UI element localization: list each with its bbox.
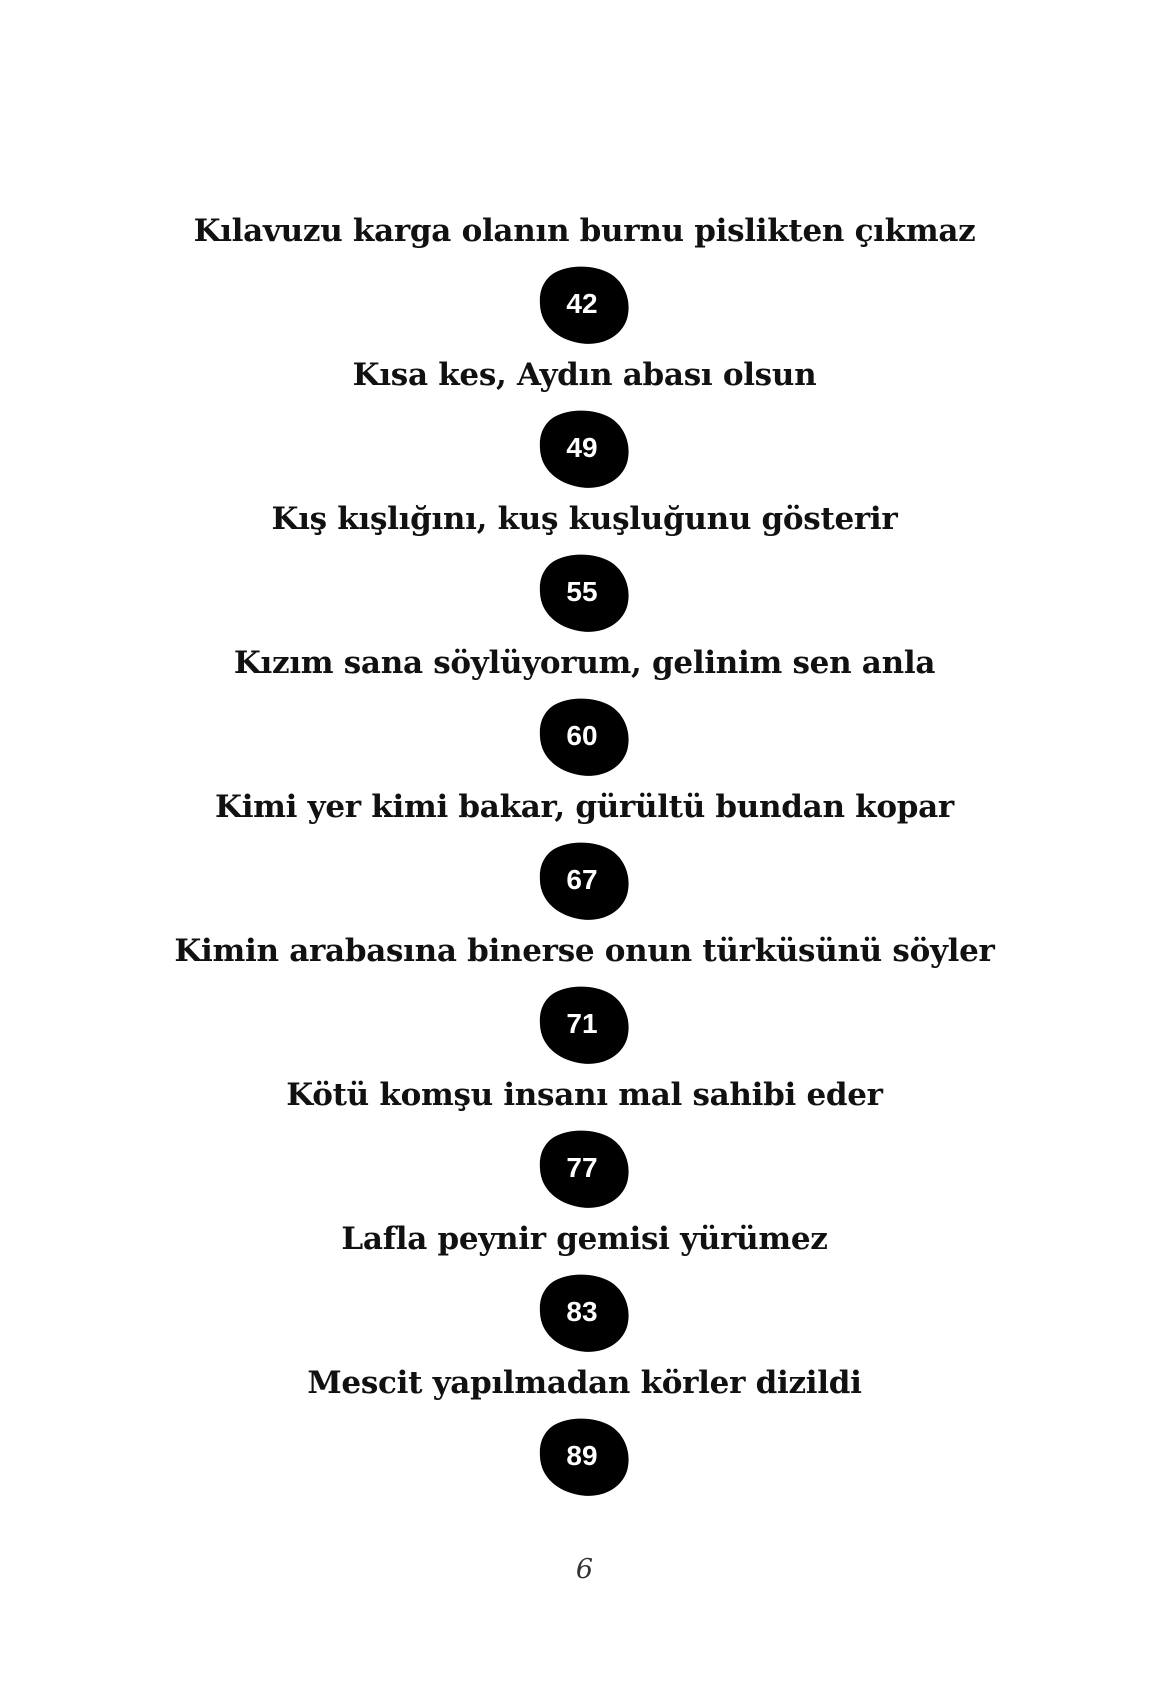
- page-number-badge: [539, 841, 630, 921]
- toc-entry[interactable]: [0, 355, 1169, 499]
- page-number-badge: [539, 697, 630, 777]
- entry-title: Kızım sana söylüyorum, gelinim sen anla: [233, 645, 936, 681]
- entry-title: Lafla peynir gemisi yürümez: [341, 1221, 828, 1257]
- page-number: 89: [566, 1440, 598, 1471]
- toc-entry[interactable]: [0, 787, 1169, 931]
- page-number: 42: [566, 288, 598, 319]
- page-number-badge: [539, 1417, 630, 1497]
- toc-entry[interactable]: [0, 211, 1169, 355]
- page-number-badge: [539, 1129, 630, 1209]
- page-number: 60: [566, 720, 598, 751]
- entry-title: Kısa kes, Aydın abası olsun: [352, 357, 817, 393]
- toc-entry[interactable]: [0, 1219, 1169, 1363]
- entry-title: Kış kışlığını, kuş kuşluğunu gösterir: [271, 501, 898, 537]
- page-number-badge: [539, 553, 630, 633]
- page-number-badge: [539, 985, 630, 1065]
- page-number: 55: [566, 576, 598, 607]
- entry-title: Mescit yapılmadan körler dizildi: [307, 1365, 862, 1401]
- toc-entry[interactable]: [0, 931, 1169, 1075]
- page-number-badge: [539, 409, 630, 489]
- entry-title: Kötü komşu insanı mal sahibi eder: [286, 1077, 883, 1113]
- toc-entry[interactable]: [0, 1363, 1169, 1507]
- page-folio: 6: [575, 1554, 594, 1585]
- entry-title: Kimi yer kimi bakar, gürültü bundan kopar: [215, 789, 954, 825]
- page-number: 83: [566, 1296, 598, 1327]
- page-number: 77: [566, 1152, 598, 1183]
- entry-title: Kimin arabasına binerse onun türküsünü söyler: [174, 933, 995, 969]
- page-number-badge: [539, 265, 630, 345]
- entry-title: Kılavuzu karga olanın burnu pislikten çıkmaz: [193, 213, 976, 249]
- page-number: 71: [566, 1008, 598, 1039]
- toc-entry[interactable]: [0, 499, 1169, 643]
- page-number: 67: [566, 864, 598, 895]
- page-number: 49: [566, 432, 598, 463]
- toc-entry[interactable]: [0, 643, 1169, 787]
- page-number-badge: [539, 1273, 630, 1353]
- toc-entry[interactable]: [0, 1075, 1169, 1219]
